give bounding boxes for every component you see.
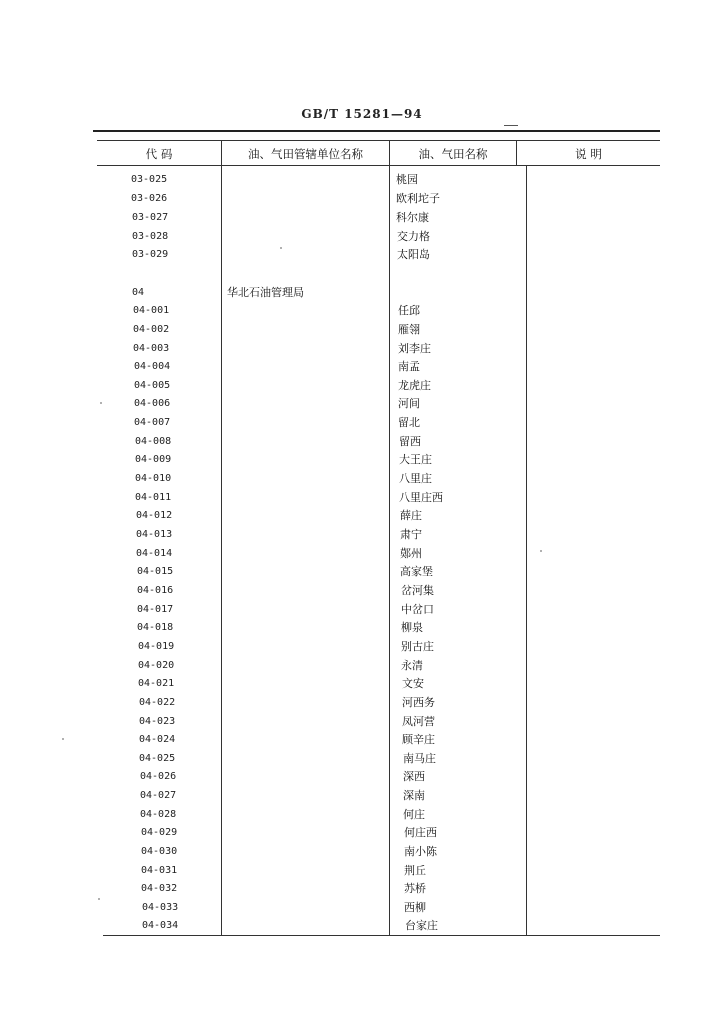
row-code: 04-015 [137, 566, 174, 577]
table-header-bottom-rule [97, 165, 660, 166]
row-code: 04-013 [136, 529, 173, 540]
row-field-name: 顾辛庄 [402, 733, 435, 746]
table-row [0, 899, 724, 917]
row-code: 04-027 [140, 790, 177, 801]
row-field-name: 凤河营 [402, 715, 435, 728]
row-code: 04-003 [133, 343, 170, 354]
table-row [0, 768, 724, 786]
row-code: 04-030 [141, 846, 178, 857]
row-code: 04-025 [139, 753, 176, 764]
row-field-name: 欧利坨子 [396, 192, 440, 205]
row-field-name: 薛庄 [400, 509, 422, 522]
row-field-name: 岔河集 [401, 584, 434, 597]
scan-speck [98, 898, 100, 900]
row-code: 04-010 [135, 473, 172, 484]
table-row [0, 340, 724, 358]
row-field-name: 南马庄 [403, 752, 436, 765]
row-field-name: 南孟 [398, 360, 420, 373]
table-row [0, 713, 724, 731]
row-field-name: 河间 [398, 397, 420, 410]
table-row [0, 358, 724, 376]
row-code: 04-017 [137, 604, 174, 615]
table-row [0, 880, 724, 898]
row-field-name: 荆丘 [404, 864, 426, 877]
row-code: 04-005 [134, 380, 171, 391]
row-code: 03-028 [132, 231, 169, 242]
table-row [0, 470, 724, 488]
table-row [0, 824, 724, 842]
scan-speck [540, 550, 542, 552]
row-field-name: 高家堡 [400, 565, 433, 578]
row-code: 04 [132, 287, 145, 298]
table-row [0, 526, 724, 544]
row-field-name: 永清 [401, 659, 423, 672]
table-row [0, 619, 724, 637]
table-row [0, 228, 724, 246]
row-code: 04-033 [142, 902, 179, 913]
row-field-name: 台家庄 [405, 919, 438, 932]
table-top-rule [93, 130, 660, 132]
row-code: 04-011 [135, 492, 172, 503]
row-code: 04-004 [134, 361, 171, 372]
row-code: 03-026 [131, 193, 168, 204]
table-row [0, 209, 724, 227]
table-row [0, 917, 724, 935]
row-code: 04-016 [137, 585, 174, 596]
row-field-name: 桃园 [396, 173, 418, 186]
row-code: 04-034 [142, 920, 179, 931]
row-code: 04-029 [141, 827, 178, 838]
row-field-name: 别古庄 [401, 640, 434, 653]
row-code: 04-028 [140, 809, 177, 820]
row-code: 04-009 [135, 454, 172, 465]
table-row [0, 787, 724, 805]
table-row [0, 190, 724, 208]
row-field-name: 肃宁 [400, 528, 422, 541]
row-unit-name: 华北石油管理局 [227, 286, 304, 299]
row-field-name: 深西 [403, 770, 425, 783]
row-field-name: 八里庄西 [399, 491, 443, 504]
table-row [0, 694, 724, 712]
column-header-unit: 油、气田管辖单位名称 [248, 147, 363, 161]
table-row [0, 843, 724, 861]
scan-speck [62, 738, 64, 740]
row-field-name: 龙虎庄 [398, 379, 431, 392]
column-header-field-name: 油、气田名称 [418, 147, 488, 161]
table-row [0, 601, 724, 619]
table-row [0, 750, 724, 768]
row-field-name: 苏桥 [404, 882, 426, 895]
table-row [0, 657, 724, 675]
row-code: 04-031 [141, 865, 178, 876]
row-field-name: 柳泉 [401, 621, 423, 634]
table-bottom-rule [103, 935, 660, 936]
table-row [0, 451, 724, 469]
table-row [0, 246, 724, 264]
table-row [0, 582, 724, 600]
table-row [0, 806, 724, 824]
row-field-name: 太阳岛 [397, 248, 430, 261]
table-row [0, 675, 724, 693]
row-field-name: 留西 [399, 435, 421, 448]
row-code: 04-012 [136, 510, 173, 521]
row-field-name: 科尔康 [396, 211, 429, 224]
row-field-name: 何庄 [403, 808, 425, 821]
row-field-name: 何庄西 [404, 826, 437, 839]
standard-header: GB/T 15281—94 [301, 107, 423, 121]
scan-speck [280, 247, 282, 249]
row-code: 03-027 [132, 212, 169, 223]
row-field-name: 刘李庄 [398, 342, 431, 355]
table-row [0, 171, 724, 189]
row-code: 04-018 [137, 622, 174, 633]
header-mark [504, 125, 518, 126]
row-field-name: 河西务 [402, 696, 435, 709]
row-code: 04-022 [139, 697, 176, 708]
table-header-top-rule [97, 140, 660, 141]
row-code: 04-032 [141, 883, 178, 894]
table-row [0, 489, 724, 507]
row-code: 03-025 [131, 174, 168, 185]
table-row [0, 563, 724, 581]
table-row [0, 731, 724, 749]
row-code: 03-029 [132, 249, 169, 260]
table-row [0, 284, 724, 302]
row-field-name: 南小陈 [404, 845, 437, 858]
row-code: 04-014 [136, 548, 173, 559]
table-row [0, 507, 724, 525]
row-code: 04-002 [133, 324, 170, 335]
row-field-name: 雁翎 [398, 323, 420, 336]
row-field-name: 八里庄 [399, 472, 432, 485]
row-field-name: 任邱 [398, 304, 420, 317]
table-row [0, 433, 724, 451]
row-code: 04-021 [138, 678, 175, 689]
row-field-name: 文安 [402, 677, 424, 690]
scan-speck [100, 402, 102, 404]
table-row [0, 321, 724, 339]
row-field-name: 大王庄 [399, 453, 432, 466]
row-code: 04-024 [139, 734, 176, 745]
row-code: 04-019 [138, 641, 175, 652]
row-field-name: 西柳 [404, 901, 426, 914]
table-row [0, 377, 724, 395]
row-code: 04-006 [134, 398, 171, 409]
row-code: 04-001 [133, 305, 170, 316]
row-field-name: 中岔口 [401, 603, 434, 616]
row-field-name: 交力格 [397, 230, 430, 243]
row-code: 04-023 [139, 716, 176, 727]
table-row [0, 414, 724, 432]
row-field-name: 鄚州 [400, 547, 422, 560]
table-row [0, 862, 724, 880]
row-field-name: 深南 [403, 789, 425, 802]
column-header-notes: 说 明 [575, 147, 602, 161]
row-code: 04-020 [138, 660, 175, 671]
row-code: 04-008 [135, 436, 172, 447]
row-code: 04-007 [134, 417, 171, 428]
row-field-name: 留北 [398, 416, 420, 429]
table-row [0, 638, 724, 656]
table-row [0, 395, 724, 413]
row-code: 04-026 [140, 771, 177, 782]
column-header-code: 代 码 [145, 147, 173, 161]
table-row [0, 545, 724, 563]
table-row [0, 302, 724, 320]
